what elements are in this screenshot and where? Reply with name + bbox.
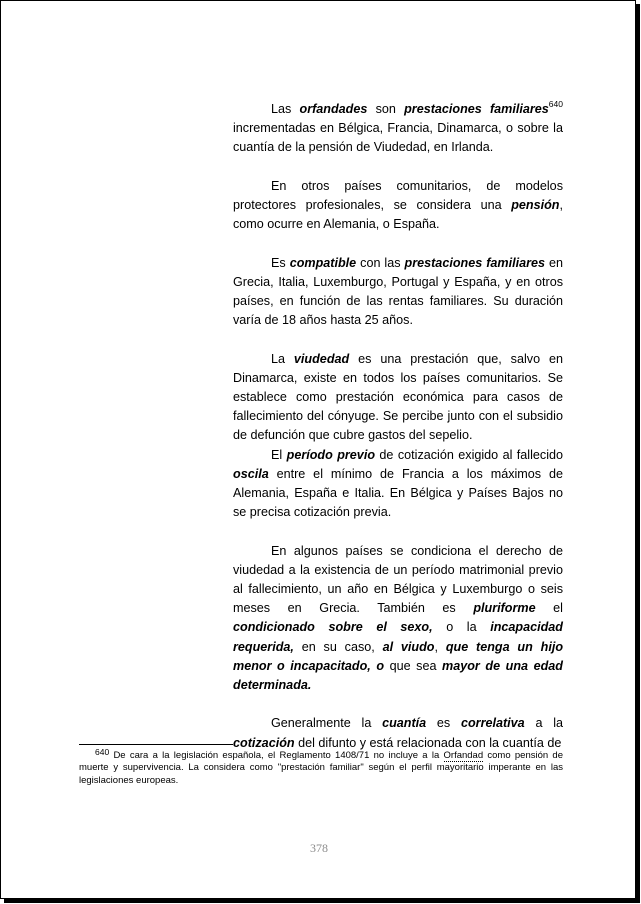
emphasis-viudedad: viudedad [293,351,350,366]
paragraph-3 [233,254,563,331]
text-run: con las [356,255,405,270]
footnote-orfandad-term: Orfandad [443,750,484,761]
paragraph-5 [233,446,563,523]
emphasis-periodo-previo: período previo [286,447,376,462]
paragraph-6 [233,542,563,696]
text-run: es una prestación que, salvo en Dinamarca, existe en todos los países comunitarios. Se establece como prestación económica para casos de fallecimiento del cónyuge. Se percibe junto con el subsidio de defunción que cubre gastos del sepelio. [233,351,563,443]
emphasis-prestaciones-familiares: prestaciones familiares [404,255,545,270]
paragraph-2 [233,177,563,235]
text-run: La [271,351,294,366]
text-run: De cara a la legislación española, el Reglamento 1408/71 no incluye a la [109,750,444,761]
paragraph-4 [233,350,563,446]
text-run: como pensión de muerte y supervivencia. La considera como "prestación familiar" según el perfil mayoritario imperante en las legislaciones europeas. [79,750,564,786]
text-run: en su caso, [293,639,383,654]
text-run: El [271,447,287,462]
emphasis-cotizacion: cotización [233,735,295,750]
text-run: En algunos países se condiciona el derecho de viudedad a la existencia de un período matrimonial previo al fallecimiento, un año en Bélgica y Luxemburgo o seis meses en Grecia. También es [233,543,563,616]
text-run: de cotización exigido al fallecido [375,447,564,462]
text-run: entre el mínimo de Francia a los máximos de Alemania, España e Italia. En Bélgica y Países Bajos no se precisa cotización previa. [233,466,563,520]
text-run: , como ocurre en Alemania, o España. [233,198,563,232]
text-run: que sea [384,658,443,673]
text-run: Las [271,102,300,116]
text-run: el [535,601,563,616]
footnote-text [79,747,564,787]
emphasis-pension: pensión [511,198,560,212]
text-run: es [426,716,461,731]
emphasis-prestaciones-familiares: prestaciones familiares [404,102,549,116]
emphasis-compatible: compatible [289,255,357,270]
footnote-separator [79,744,233,745]
emphasis-al-viudo: al viudo [382,639,435,654]
footnote-reference[interactable]: 640 [548,99,563,109]
emphasis-cuantia: cuantía [382,716,427,731]
emphasis-incapacidad-requerida: incapacidad requerida, [233,620,563,654]
footnote [79,747,564,787]
emphasis-hijo-menor: que tenga un hijo menor o incapacitado, o [233,639,564,673]
body-text [233,100,563,753]
text-run: Generalmente la [271,716,383,731]
emphasis-mayor-edad: mayor de una edad determinada. [233,658,563,693]
footnote-number: 640 [95,747,110,757]
emphasis-condicionado-sexo: condicionado sobre el sexo, [233,620,433,635]
text-run: en Grecia, Italia, Luxemburgo, Portugal y España, y en otros países, en función de las rentas familiares. Su duración varía de 18 años hasta 25 años. [233,255,563,328]
text-run: son [367,102,405,116]
emphasis-orfandades: orfandades [299,102,368,116]
emphasis-pluriforme: pluriforme [473,601,536,616]
paragraph-1 [233,100,563,158]
emphasis-oscila: oscila [233,466,269,481]
text-run: incrementadas en Bélgica, Francia, Dinamarca, o sobre la cuantía de la pensión de Viudedad, en Irlanda. [233,121,563,155]
text-run: En otros países comunitarios, de modelos protectores profesionales, se considera una [233,178,563,212]
paragraph-7 [233,714,563,752]
text-run: o la [432,620,491,635]
text-run: a la [524,716,563,731]
text-run: , [434,639,446,654]
emphasis-correlativa: correlativa [460,716,525,731]
page-number: 378 [310,841,328,855]
text-run: Es [271,255,290,270]
text-run: del difunto y está relacionada con la cuantía de [294,735,562,750]
